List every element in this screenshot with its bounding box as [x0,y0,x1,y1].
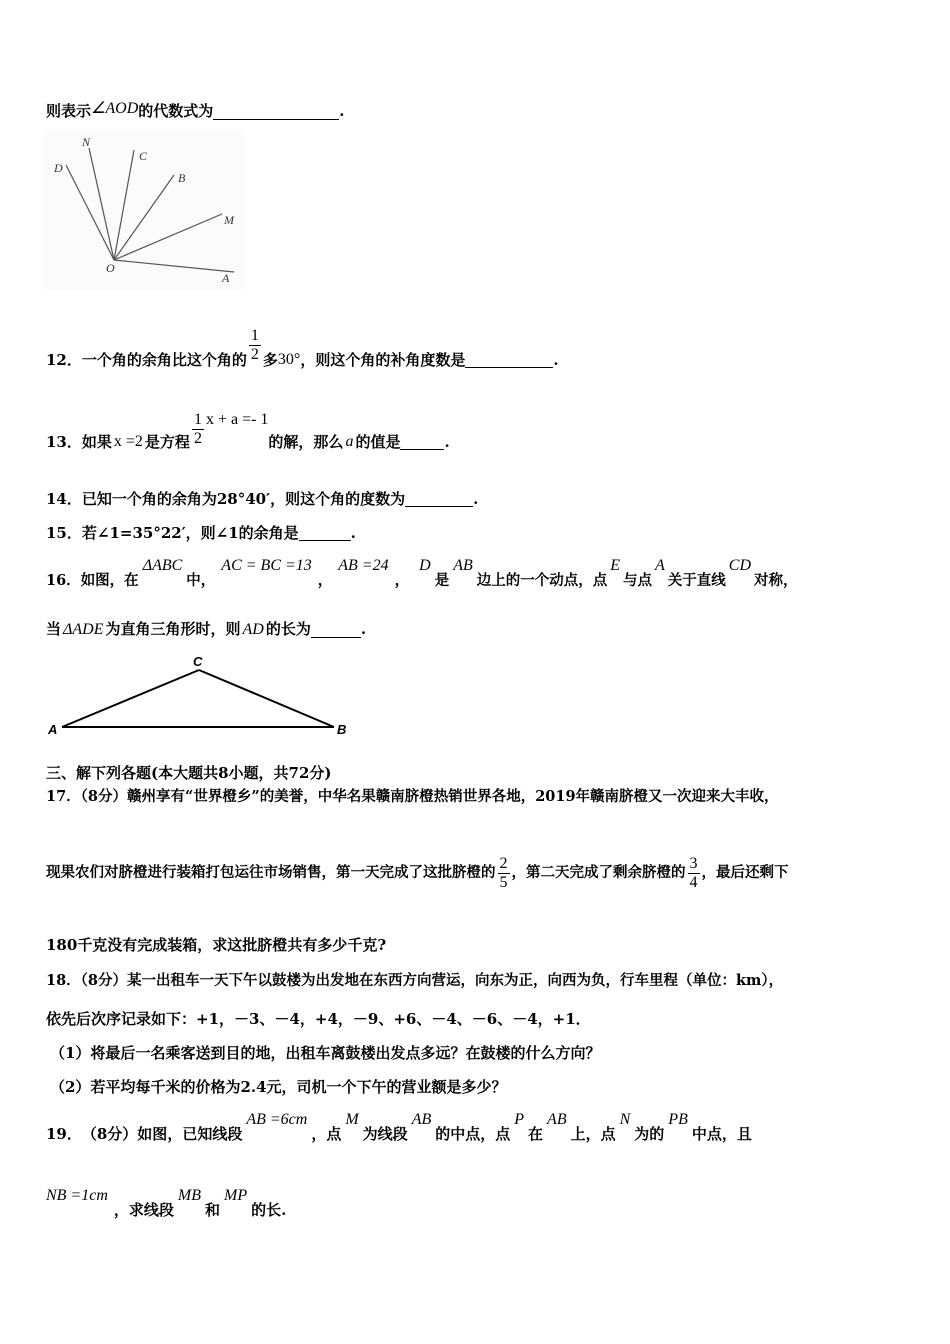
label-A: A [222,271,230,285]
fraction: $\frac{1}{2}$ [250,327,259,363]
fraction: $\frac{2}{5}$ [499,854,508,891]
label-B: B [337,722,347,737]
answer-blank [400,437,444,450]
answer-blank [213,107,339,120]
fraction: $\frac{1}{2}$ [193,411,202,447]
question-19-line-2: NB =1cm ，求线段 MB 和 MP 的长 . [46,1187,287,1219]
question-18-line-2: 依先后次序记录如下：+1，－3、－4，+4，－9、+6、－4、－6、－4，+1． [46,1010,591,1028]
label-M: M [224,213,234,227]
answer-blank [465,355,553,368]
question-19-line-1: 19． （8分）如图，已知线段 AB =6cm ，点 M 为线段 AB 的中点，点 P 在 AB 上，点 N 为的 PB 中点，且 [46,1111,752,1143]
question-17-line-2: 现果农们对脐橙进行装箱打包运往市场销售，第一天完成了这批脐橙的 $\frac{2}{5}$ ，第二天完成了剩余脐橙的 $\frac{3}{4}$ ，最后还剩下 [46,854,789,891]
question-16-line-1: 16． 如图，在 ΔABC 中， AC = BC =13 ， AB =24 ， D 是 AB 边上的一个动点，点 E 与点 A 关于直线 CD 对称， [46,557,798,589]
label-B: B [178,171,186,185]
question-18-sub-2: （2）若平均每千米的价格为2.4元，司机一个下午的营业额是多少？ [50,1078,507,1096]
fraction: $\frac{3}{4}$ [689,854,698,891]
question-18-sub-1: （1）将最后一名乘客送到目的地，出租车离鼓楼出发点多远？在鼓楼的什么方向？ [50,1044,601,1062]
question-14: 14．已知一个角的余角为28°40′，则这个角的度数为 . [46,490,479,508]
question-15: 15．若∠1=35°22′，则∠1的余角是 . [46,524,356,542]
label-A: A [48,722,58,737]
label-D: D [54,161,63,175]
question-13: 13． 如果 x =2 是方程 $\frac{1}{2}$ x + a =- 1 的解，那么 a 的值是 . [46,411,450,451]
q11-tail-line: 则表示∠AOD的代数式为 . [46,100,345,120]
answer-blank [405,494,473,507]
label-O: O [106,261,115,275]
question-18-line-1: 18．（8分）某一出租车一天下午以鼓楼为出发地在东西方向营运，向东为正，向西为负，行车里程（单位：km）， [46,972,784,989]
answer-blank [311,625,361,638]
label-C: C [139,149,148,163]
answer-blank [299,528,351,541]
label-C: C [193,654,203,669]
question-12: 12． 一个角的余角比这个角的 $\frac{1}{2}$ 多 30° ，则这个角的补角度数是 . [46,327,559,369]
angle-rays-figure [44,130,244,290]
label-N: N [82,135,91,149]
question-17-line-1: 17．（8分）赣州享有“世界橙乡”的美誉，中华名果赣南脐橙热销世界各地，2019年赣南脐橙又一次迎来大丰收， [46,788,779,805]
question-16-line-2: 当 ΔADE 为直角三角形时，则 AD 的长为 . [46,620,367,638]
triangle-figure [44,652,364,742]
section-3-title: 三、解下列各题(本大题共8小题，共72分) [46,764,332,782]
question-17-line-3: 180千克没有完成装箱，求这批脐橙共有多少千克? [46,936,387,954]
